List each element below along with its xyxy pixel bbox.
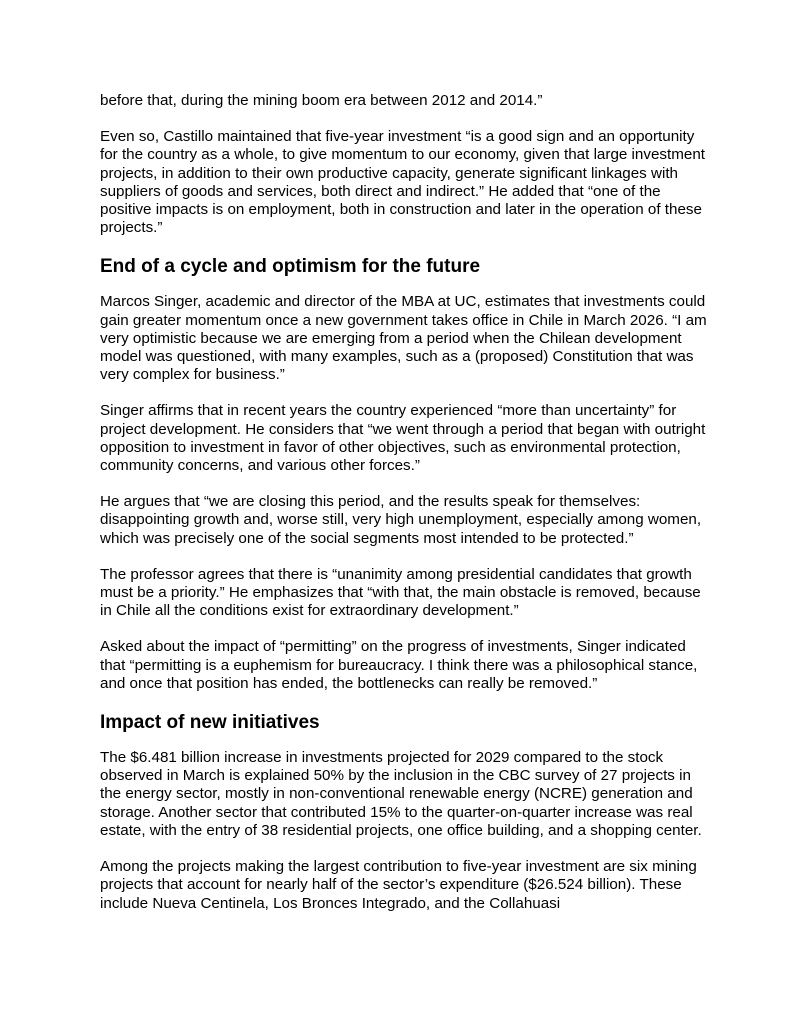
section-heading: End of a cycle and optimism for the future bbox=[100, 256, 481, 278]
paragraph: Even so, Castillo maintained that five-year investment “is a good sign and an opportunity for the country as a whole, to give momentum to our economy, given that large investment projects, in addition to their own productive capacity, generate significant linkages with suppliers of goods and services, both direct and indirect.” He added that “one of the positive impacts is on employment, both in construction and later in the operation of these projects.” bbox=[100, 128, 705, 237]
paragraph: before that, during the mining boom era between 2012 and 2014.” bbox=[100, 92, 543, 109]
section-heading: Impact of new initiatives bbox=[100, 712, 320, 734]
paragraph: He argues that “we are closing this period, and the results speak for themselves: disappointing growth and, worse still, very high unemployment, especially among women, which was precisely one of the social segments most intended to be protected.” bbox=[100, 493, 702, 547]
paragraph: Among the projects making the largest contribution to five-year investment are six mining projects that account for nearly half of the sector’s expenditure ($26.524 billion). These include Nueva Centinela, Los Bronces Integrado, and the Collahuasi bbox=[100, 858, 697, 912]
paragraph: The professor agrees that there is “unanimity among presidential candidates that growth must be a priority.” He emphasizes that “with that, the main obstacle is removed, because in Chile all the conditions exist for extraordinary development.” bbox=[100, 565, 701, 620]
paragraph: The $6.481 billion increase in investments projected for 2029 compared to the stock observed in March is explained 50% by the inclusion in the CBC survey of 27 projects in the energy sector, mostly in non-conventional renewable energy (NCRE) generation and storage. Another sector that contributed 15% to the quarter-on-quarter increase was real estate, with the entry of 38 residential projects, one office building, and a shopping center. bbox=[100, 749, 702, 839]
paragraph: Singer affirms that in recent years the country experienced “more than uncertainty” for project development. He considers that “we went through a period that began with outright opposition to investment in favor of other objectives, such as environmental protection, community concerns, and various other forces.” bbox=[100, 402, 706, 475]
document-page bbox=[100, 92, 710, 931]
paragraph: Asked about the impact of “permitting” on the progress of investments, Singer indicated that “permitting is a euphemism for bureaucracy. I think there was a philosophical stance, and once that position has ended, the bottlenecks can really be removed.” bbox=[100, 638, 698, 692]
paragraph: Marcos Singer, academic and director of the MBA at UC, estimates that investments could gain greater momentum once a new government takes office in Chile in March 2026. “I am very optimistic because we are emerging from a period when the Chilean development model was questioned, with many examples, such as a (proposed) Constitution that was very complex for business.” bbox=[100, 293, 707, 384]
